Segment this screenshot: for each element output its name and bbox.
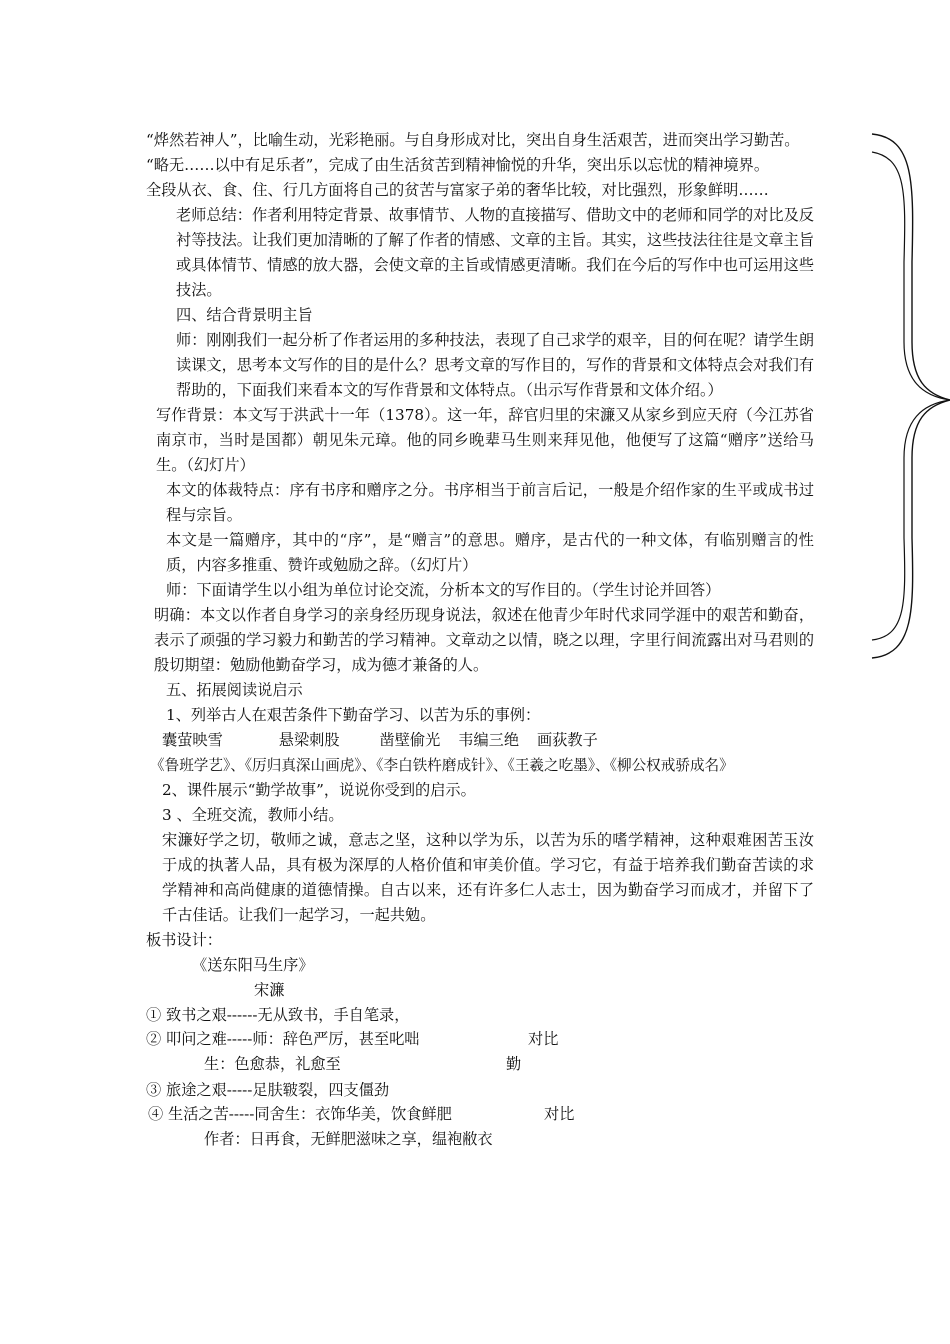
board-line: ③ 旅途之艰-----足肤皲裂，四支僵劲 [146, 1081, 390, 1099]
paragraph: 本文是一篇赠序，其中的“序”，是“赠言”的意思。赠序，是古代的一种文体，有临别赠言的性质，内容多推重、赞许或勉励之辞。（幻灯片） [166, 531, 814, 574]
board-line [146, 1103, 814, 1128]
paragraph: 写作背景：本文写于洪武十一年（1378）。这一年，辞官归里的宋濂又从家乡到应天府（今江苏省南京市，当时是国都）朝见朱元璋。他的同乡晚辈马生则来拜见他，他便写了这篇“赠序”送给马生。（幻灯片） [156, 406, 814, 474]
board-annotation: 对比 [544, 1105, 575, 1123]
paragraph: 3 、全班交流，教师小结。 [162, 806, 344, 824]
paragraph: “烨然若神人”，比喻生动，光彩艳丽。与自身形成对比，突出自身生活艰苦，进而突出学习勤苦。 [146, 131, 800, 149]
paragraph: 全段从衣、食、住、行几方面将自己的贫苦与富家子弟的奢华比较，对比强烈，形象鲜明…… [146, 181, 769, 199]
board-line-text: 生：色愈恭，礼愈至 [204, 1055, 341, 1073]
board-line [146, 1128, 814, 1153]
paragraph: 老师总结：作者利用特定背景、故事情节、人物的直接描写、借助文中的老师和同学的对比及反衬等技法。让我们更加清晰的了解了作者的情感、文章的主旨。其实，这些技法往往是文章主旨或具体情节、情感的放大器，会使文章的主旨或情感更清晰。我们在今后的写作中也可运用这些技法。 [176, 206, 814, 299]
board-author: 宋濂 [254, 981, 285, 999]
board-line: ① 致书之艰------无从致书，手自笔录， [146, 1006, 410, 1024]
curly-brace-icon [866, 132, 950, 660]
idiom: 悬梁刺股 [278, 731, 340, 749]
paragraph: 2、课件展示“勤学故事”，说说你受到的启示。 [162, 781, 476, 799]
idiom: 画荻教子 [537, 731, 598, 749]
document-body [146, 128, 814, 1153]
paragraph: 明确：本文以作者自身学习的亲身经历现身说法，叙述在他青少年时代求同学涯中的艰苦和勤奋，表示了顽强的学习毅力和勤苦的学习精神。文章动之以情，晓之以理，字里行间流露出对马君则的殷切期望：勉励他勤奋学习，成为德才兼备的人。 [154, 606, 814, 674]
section-heading: 五、拓展阅读说启示 [166, 681, 303, 699]
paragraph: 本文的体裁特点：序有书序和赠序之分。书序相当于前言后记，一般是介绍作家的生平或成书过程与宗旨。 [166, 481, 814, 524]
board-heading: 板书设计： [146, 931, 222, 949]
board-line [146, 1053, 814, 1078]
idiom: 韦编三绝 [458, 731, 519, 749]
board-annotation: 对比 [528, 1030, 559, 1048]
paragraph: “略无……以中有足乐者”，完成了由生活贫苦到精神愉悦的升华，突出乐以忘忧的精神境界。 [146, 156, 770, 174]
section-heading: 四、结合背景明主旨 [176, 306, 313, 324]
paragraph: 师：下面请学生以小组为单位讨论交流，分析本文的写作目的。（学生讨论并回答） [166, 581, 721, 599]
paragraph: 师：刚刚我们一起分析了作者运用的多种技法，表现了自己求学的艰辛，目的何在呢？请学生朗读课文，思考本文写作的目的是什么？思考文章的写作目的，写作的背景和文体特点会对我们有帮助的，下面我们来看本文的写作背景和文体特点。（出示写作背景和文体介绍。） [176, 331, 814, 399]
paragraph: 1、列举古人在艰苦条件下勤奋学习、以苦为乐的事例： [166, 706, 541, 724]
board-line-text: ② 叩问之难-----师：辞色严厉，甚至叱咄 [146, 1030, 420, 1048]
board-annotation: 勤 [506, 1055, 522, 1073]
paragraph: 《鲁班学艺》、《厉归真深山画虎》、《李白铁杵磨成针》、《王羲之吃墨》、《柳公权戒骄成名》 [150, 757, 734, 774]
idiom: 囊萤映雪 [162, 731, 223, 749]
board-title: 《送东阳马生序》 [192, 956, 314, 974]
idiom: 凿壁偷光 [379, 731, 441, 749]
board-line-text: ④ 生活之苦-----同舍生：衣饰华美，饮食鲜肥 [148, 1105, 452, 1123]
board-line [146, 1028, 814, 1053]
paragraph: 宋濂好学之切，敬师之诚，意志之坚，这种以学为乐，以苦为乐的嗜学精神，这种艰难困苦玉汝于成的执著人品，具有极为深厚的人格价值和审美价值。学习它，有益于培养我们勤奋苦读的求学精神和高尚健康的道德情操。自古以来，还有许多仁人志士，因为勤奋学习而成才，并留下了千古佳话。让我们一起学习，一起共勉。 [162, 831, 814, 924]
board-line-text: 作者：日再食，无鲜肥滋味之享，缊袍敝衣 [204, 1130, 493, 1148]
idiom-list [146, 728, 814, 753]
